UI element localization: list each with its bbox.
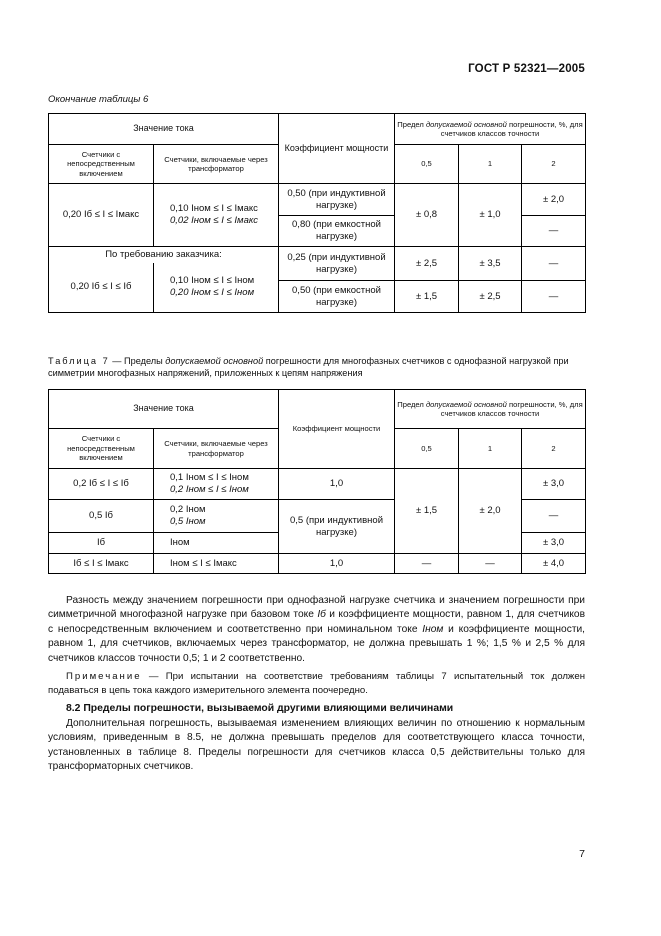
table7-limit-header: Предел допускаемой основной погрешности, %, для счетчиков классов точности <box>395 390 586 429</box>
table6-limit-header: Предел допускаемой основной погрешности, %, для счетчиков классов точности <box>395 114 586 145</box>
table6-caption: Окончание таблицы 6 <box>48 94 149 105</box>
paragraph-difference: Разность между значением погрешности при однофазной нагрузке счетчика и значением погрешности при симметричной многофазной нагрузке при базовом токе Iб и коэффициенте мощности, равном 1, для счетчиков с непосредственным включением и соответственно при номинальном токе Iном и коэффициенте мощности, равном 1, для счетчиков, включаемых через трансформатор, не должна превышать 1 %; 1,5 % и 2,5 % для счетчиков классов точности 0,5; 1 и 2 соответственно. <box>48 595 586 664</box>
table6-cell: 0,80 (при емкостной нагрузке) <box>279 216 395 247</box>
paragraph-additional-error: Дополнительная погрешность, вызываемая изменением влияющих величин по отношению к нормальным условиям, приведенным в 8.5, не должна превышать пределов для соответствующего класса точности, установленных в таблице 8. Пределы погрешности для счетчиков класса 0,5 действительны только для трансформаторных счетчиков. <box>48 718 585 773</box>
table6-cell: 0,10 Iном ≤ I ≤ Iмакс 0,02 Iном ≤ I ≤ Iмакс <box>154 184 279 247</box>
table7-class-header: 0,5 <box>395 429 459 469</box>
table7-cell: — <box>459 554 522 574</box>
table7-cell: 0,2 Iном 0,5 Iном <box>154 500 279 533</box>
table7-cell: Iб <box>49 533 154 554</box>
table6-cell: ± 2,5 <box>459 281 522 313</box>
table7-cell: ± 2,0 <box>459 469 522 554</box>
table7-cell: ± 4,0 <box>522 554 586 574</box>
table6-cell: ± 3,5 <box>459 247 522 281</box>
table7-cell: Iном <box>154 533 279 554</box>
table6-cell: ± 1,5 <box>395 281 459 313</box>
table7-current-header: Значение тока <box>49 390 279 429</box>
table7-cell: — <box>522 500 586 533</box>
table7-direct-header: Счетчики с непосредственным включением <box>49 429 154 469</box>
table6-cell: 0,10 Iном ≤ I ≤ Iном 0,20 Iном ≤ I ≤ Iном <box>154 263 279 313</box>
table7-cell: 1,0 <box>279 554 395 574</box>
table6-class-header: 1 <box>459 145 522 184</box>
table6-cell: 0,20 Iб ≤ I ≤ Iмакс <box>49 184 154 247</box>
table6-cell: — <box>522 281 586 313</box>
table6-cell: — <box>522 247 586 281</box>
table6-current-header: Значение тока <box>49 114 279 145</box>
table6-cell: ± 1,0 <box>459 184 522 247</box>
table6-cell: 0,25 (при индуктивной нагрузке) <box>279 247 395 281</box>
table6-cell: ± 2,5 <box>395 247 459 281</box>
table7-cell: 0,2 Iб ≤ I ≤ Iб <box>49 469 154 500</box>
table6 <box>48 113 586 313</box>
table7-cell: 0,1 Iном ≤ I ≤ Iном 0,2 Iном ≤ I ≤ Iном <box>154 469 279 500</box>
table7-transformer-header: Счетчики, включаемые через трансформатор <box>154 429 279 469</box>
table7-cell: — <box>395 554 459 574</box>
table6-cell: ± 0,8 <box>395 184 459 247</box>
table7-cell: ± 1,5 <box>395 469 459 554</box>
table6-cell: ± 2,0 <box>522 184 586 216</box>
table7-class-header: 2 <box>522 429 586 469</box>
table6-customer-request: По требованию заказчика: <box>49 247 279 263</box>
document-header: ГОСТ Р 52321—2005 <box>468 63 585 75</box>
table7-pf-header: Коэффициент мощности <box>279 390 395 469</box>
table7-cell: 0,5 (при индуктивной нагрузке) <box>279 500 395 554</box>
page-number: 7 <box>579 848 585 860</box>
table6-cell: — <box>522 216 586 247</box>
table6-cell: 0,50 (при емкостной нагрузке) <box>279 281 395 313</box>
table7-cell: 0,5 Iб <box>49 500 154 533</box>
table7-cell: ± 3,0 <box>522 469 586 500</box>
table7-cell: 1,0 <box>279 469 395 500</box>
table6-direct-header: Счетчики с непосредственным включением <box>49 145 154 184</box>
table7-caption: Таблица 7 — Пределы допускаемой основной погрешности для многофазных счетчиков с однофазной нагрузкой при симметрии многофазных напряжений, приложенных к цепям напряжения <box>48 356 569 378</box>
table7-cell: Iном ≤ I ≤ Iмакс <box>154 554 279 574</box>
table6-transformer-header: Счетчики, включаемые через трансформатор <box>154 145 279 184</box>
section-heading: 8.2 Пределы погрешности, вызываемой другими влияющими величинами <box>66 703 454 714</box>
table7-class-header: 1 <box>459 429 522 469</box>
table6-cell: 0,20 Iб ≤ I ≤ Iб <box>49 263 154 313</box>
table6-class-header: 0,5 <box>395 145 459 184</box>
table6-pf-header: Коэффициент мощности <box>279 114 395 184</box>
table7 <box>48 389 586 574</box>
table6-cell: 0,50 (при индуктивной нагрузке) <box>279 184 395 216</box>
note-paragraph: Примечание — При испытании на соответствие требованиям таблицы 7 испытательный ток должен подаваться в цепь тока каждого измерительного элемента поочередно. <box>48 671 585 696</box>
table7-cell: Iб ≤ I ≤ Iмакс <box>49 554 154 574</box>
table6-class-header: 2 <box>522 145 586 184</box>
table7-cell: ± 3,0 <box>522 533 586 554</box>
